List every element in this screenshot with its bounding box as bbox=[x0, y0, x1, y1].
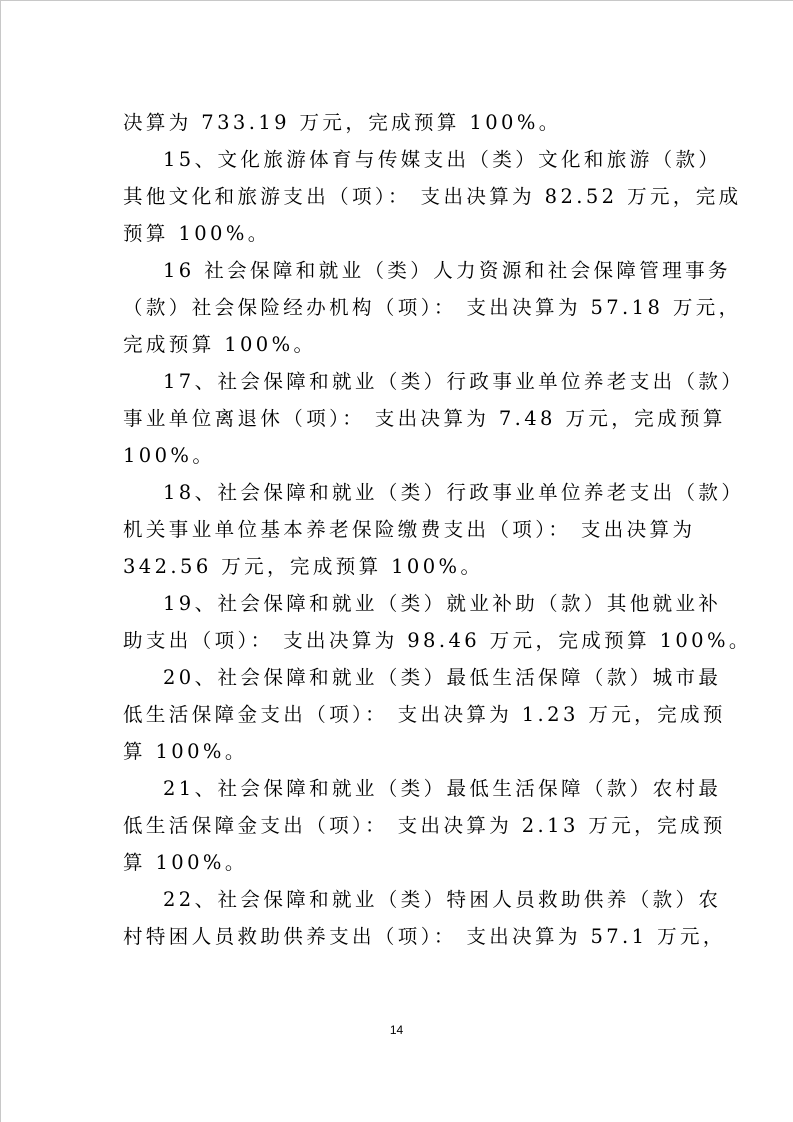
text-line: 21、社会保障和就业（类）最低生活保障（款）农村最 bbox=[163, 777, 722, 800]
page-number: 14 bbox=[389, 1023, 404, 1037]
text-line: 18、社会保障和就业（类）行政事业单位养老支出（款） bbox=[163, 481, 745, 504]
text-line: 算 100%。 bbox=[123, 851, 248, 874]
text-line: 16 社会保障和就业（类）人力资源和社会保障管理事务 bbox=[163, 259, 731, 282]
text-line: 机关事业单位基本养老保险缴费支出（项）： 支出决算为 bbox=[123, 518, 696, 541]
text-line: 342.56 万元，完成预算 100%。 bbox=[123, 555, 484, 578]
text-line: 算 100%。 bbox=[123, 740, 248, 763]
text-line: 事业单位离退休（项）： 支出决算为 7.48 万元，完成预算 bbox=[123, 407, 726, 430]
text-line: （款）社会保险经办机构（项）： 支出决算为 57.18 万元， bbox=[123, 296, 742, 319]
page-left-edge bbox=[0, 0, 1, 1122]
text-line: 预算 100%。 bbox=[123, 222, 271, 245]
page-top-edge bbox=[0, 0, 793, 1]
text-line: 决算为 733.19 万元，完成预算 100%。 bbox=[123, 111, 562, 134]
body-text bbox=[123, 104, 752, 955]
text-line: 100%。 bbox=[123, 444, 216, 467]
text-line: 低生活保障金支出（项）： 支出决算为 1.23 万元，完成预 bbox=[123, 703, 726, 726]
text-line: 22、社会保障和就业（类）特困人员救助供养（款）农 bbox=[163, 888, 722, 911]
text-line: 17、社会保障和就业（类）行政事业单位养老支出（款） bbox=[163, 370, 745, 393]
text-line: 助支出（项）： 支出决算为 98.46 万元，完成预算 100%。 bbox=[123, 629, 752, 652]
text-line: 20、社会保障和就业（类）最低生活保障（款）城市最 bbox=[163, 666, 722, 689]
text-line: 完成预算 100%。 bbox=[123, 333, 317, 356]
text-line: 15、文化旅游体育与传媒支出（类）文化和旅游（款） bbox=[163, 148, 722, 171]
text-line: 村特困人员救助供养支出（项）： 支出决算为 57.1 万元， bbox=[123, 925, 726, 948]
text-line: 其他文化和旅游支出（项）： 支出决算为 82.52 万元，完成 bbox=[123, 185, 742, 208]
text-line: 低生活保障金支出（项）： 支出决算为 2.13 万元，完成预 bbox=[123, 814, 726, 837]
text-line: 19、社会保障和就业（类）就业补助（款）其他就业补 bbox=[163, 592, 722, 615]
